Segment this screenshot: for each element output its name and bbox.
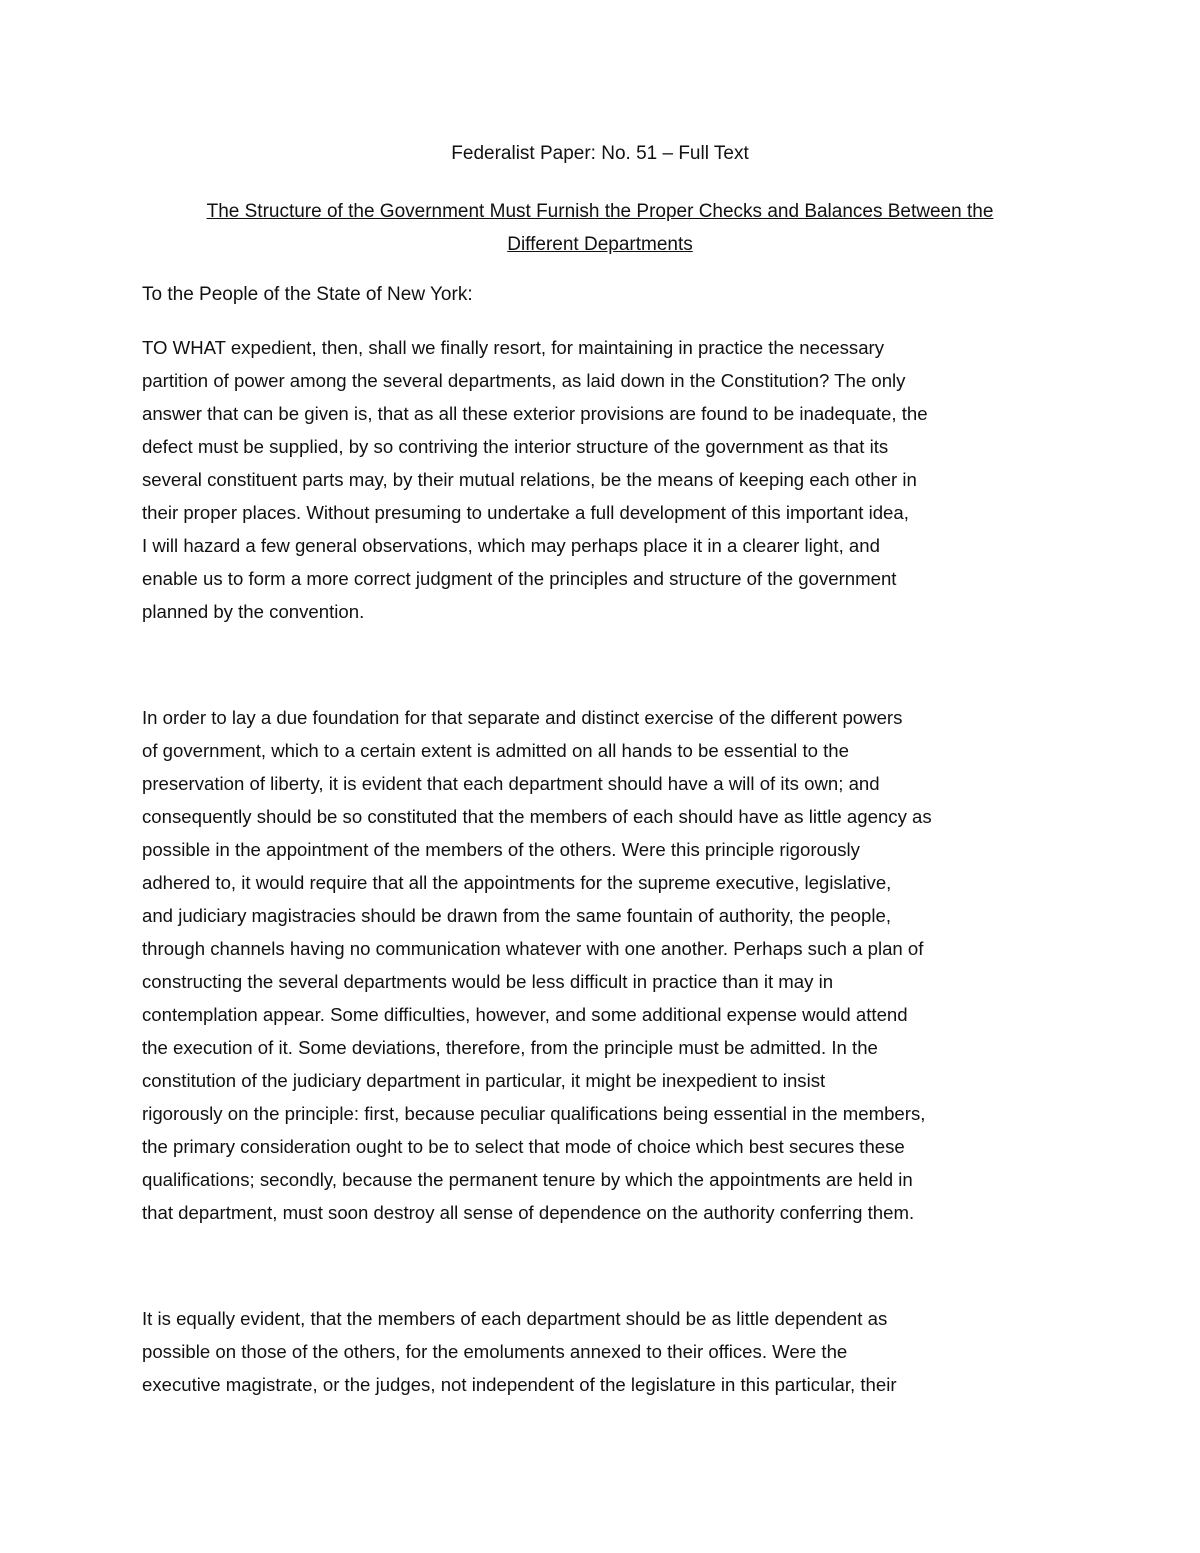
document-heading — [140, 195, 1060, 261]
text-line: their proper places. Without presuming to undertake a full development of this important idea, — [142, 502, 909, 523]
text-line: executive magistrate, or the judges, not independent of the legislature in this particular, their — [142, 1374, 897, 1395]
text-line: I will hazard a few general observations, which may perhaps place it in a clearer light, and — [142, 535, 880, 556]
text-line: answer that can be given is, that as all these exterior provisions are found to be inadequate, the — [142, 403, 928, 424]
text-line: adhered to, it would require that all the appointments for the supreme executive, legislative, — [142, 872, 892, 893]
text-line: TO WHAT expedient, then, shall we finally resort, for maintaining in practice the necessary — [142, 337, 885, 358]
paragraph-3 — [142, 1302, 897, 1401]
text-line: It is equally evident, that the members of each department should be as little dependent as — [142, 1308, 888, 1329]
salutation: To the People of the State of New York: — [142, 284, 473, 305]
text-line: of government, which to a certain extent is admitted on all hands to be essential to the — [142, 740, 849, 761]
text-line: preservation of liberty, it is evident that each department should have a will of its own; and — [142, 773, 880, 794]
text-line: defect must be supplied, by so contriving the interior structure of the government as that its — [142, 436, 889, 457]
text-line: that department, must soon destroy all sense of dependence on the authority conferring them. — [142, 1202, 915, 1223]
text-line: enable us to form a more correct judgment of the principles and structure of the government — [142, 568, 897, 589]
text-line: the primary consideration ought to be to select that mode of choice which best secures these — [142, 1136, 905, 1157]
text-line: partition of power among the several departments, as laid down in the Constitution? The only — [142, 370, 906, 391]
text-line: and judiciary magistracies should be drawn from the same fountain of authority, the people, — [142, 905, 891, 926]
text-line: consequently should be so constituted that the members of each should have as little agency as — [142, 806, 932, 827]
text-line: planned by the convention. — [142, 601, 365, 622]
text-line: constructing the several departments would be less difficult in practice than it may in — [142, 971, 834, 992]
paragraph-2 — [142, 701, 932, 1229]
document-title: Federalist Paper: No. 51 – Full Text — [451, 143, 749, 164]
heading-line: Different Departments — [507, 234, 693, 255]
text-line: constitution of the judiciary department in particular, it might be inexpedient to insist — [142, 1070, 826, 1091]
text-line: contemplation appear. Some difficulties, however, and some additional expense would attend — [142, 1004, 908, 1025]
text-line: In order to lay a due foundation for that separate and distinct exercise of the different powers — [142, 707, 903, 728]
paragraph-1 — [142, 331, 928, 628]
text-line: the execution of it. Some deviations, therefore, from the principle must be admitted. In the — [142, 1037, 878, 1058]
text-line: possible in the appointment of the members of the others. Were this principle rigorously — [142, 839, 860, 860]
text-line: through channels having no communication whatever with one another. Perhaps such a plan of — [142, 938, 924, 959]
text-line: several constituent parts may, by their mutual relations, be the means of keeping each other in — [142, 469, 917, 490]
text-line: rigorously on the principle: first, because peculiar qualifications being essential in the members, — [142, 1103, 926, 1124]
text-line: possible on those of the others, for the emoluments annexed to their offices. Were the — [142, 1341, 848, 1362]
heading-line: The Structure of the Government Must Furnish the Proper Checks and Balances Between the — [206, 201, 994, 222]
text-line: qualifications; secondly, because the permanent tenure by which the appointments are held in — [142, 1169, 913, 1190]
